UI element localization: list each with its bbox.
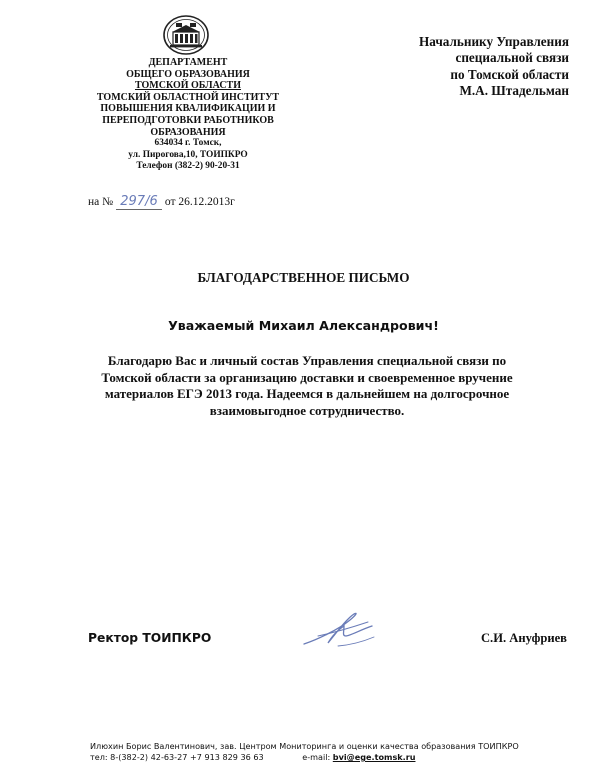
email-label: e-mail: (302, 752, 331, 762)
reference-number-handwritten: 297/6 (116, 197, 162, 210)
org-line: ПОВЫШЕНИЯ КВАЛИФИКАЦИИ И (100, 103, 276, 115)
reference-line (88, 196, 235, 210)
org-line: ПЕРЕПОДГОТОВКИ РАБОТНИКОВ (102, 114, 274, 126)
organization-header (72, 57, 304, 173)
email-link[interactable]: bvi@ege.tomsk.ru (332, 752, 416, 762)
addressee-line: по Томской области (450, 66, 569, 82)
addressee-line: специальной связи (455, 50, 569, 66)
org-address-line: ул. Пирогова,10, ТОИПКРО (128, 149, 248, 160)
org-line: ОБЩЕГО ОБРАЗОВАНИЯ (126, 68, 250, 80)
org-line: ТОМСКОЙ ОБЛАСТИ (134, 80, 242, 92)
org-phone-line: Телефон (382-2) 90-20-31 (136, 161, 240, 172)
signer-position: Ректор ТОИПКРО (88, 631, 212, 645)
addressee-line: М.А. Штадельман (459, 83, 569, 99)
letter-body (100, 353, 514, 419)
addressee-line: Начальнику Управления (419, 34, 569, 49)
org-line: ДЕПАРТАМЕНТ (148, 57, 228, 68)
executor-phone: тел: 8-(382-2) 42-63-27 +7 913 829 36 63 (90, 752, 264, 762)
org-line: ОБРАЗОВАНИЯ (150, 126, 226, 138)
reference-prefix: на № (88, 196, 114, 208)
addressee-block (329, 34, 569, 100)
letter-title: БЛАГОДАРСТВЕННОЕ ПИСЬМО (197, 270, 410, 285)
handwritten-signature-icon (298, 606, 380, 650)
executor-footer (90, 741, 519, 763)
body-line: материалов ЕГЭ 2013 года. Надеемся в дальнейшем на долгосрочное (104, 386, 510, 402)
executor-name: Илюхин Борис Валентинович, зав. Центром Мониторинга и оценки качества образования ТОИПКРО (90, 741, 519, 751)
executor-contacts (90, 752, 519, 763)
body-line: взаимовыгодное сотрудничество. (209, 402, 405, 418)
signer-name: С.И. Ануфриев (480, 631, 567, 645)
body-line: Томской области за организацию доставки и своевременное вручение (101, 369, 513, 385)
org-address-line: 634034 г. Томск, (154, 138, 222, 149)
letter-greeting: Уважаемый Михаил Александрович! (168, 318, 439, 333)
org-line: ТОМСКИЙ ОБЛАСТНОЙ ИНСТИТУТ (96, 91, 280, 103)
reference-date: от 26.12.2013г (164, 196, 235, 208)
building-emblem-icon (162, 14, 210, 56)
body-line: Благодарю Вас и личный состав Управления специальной связи по (107, 353, 507, 368)
